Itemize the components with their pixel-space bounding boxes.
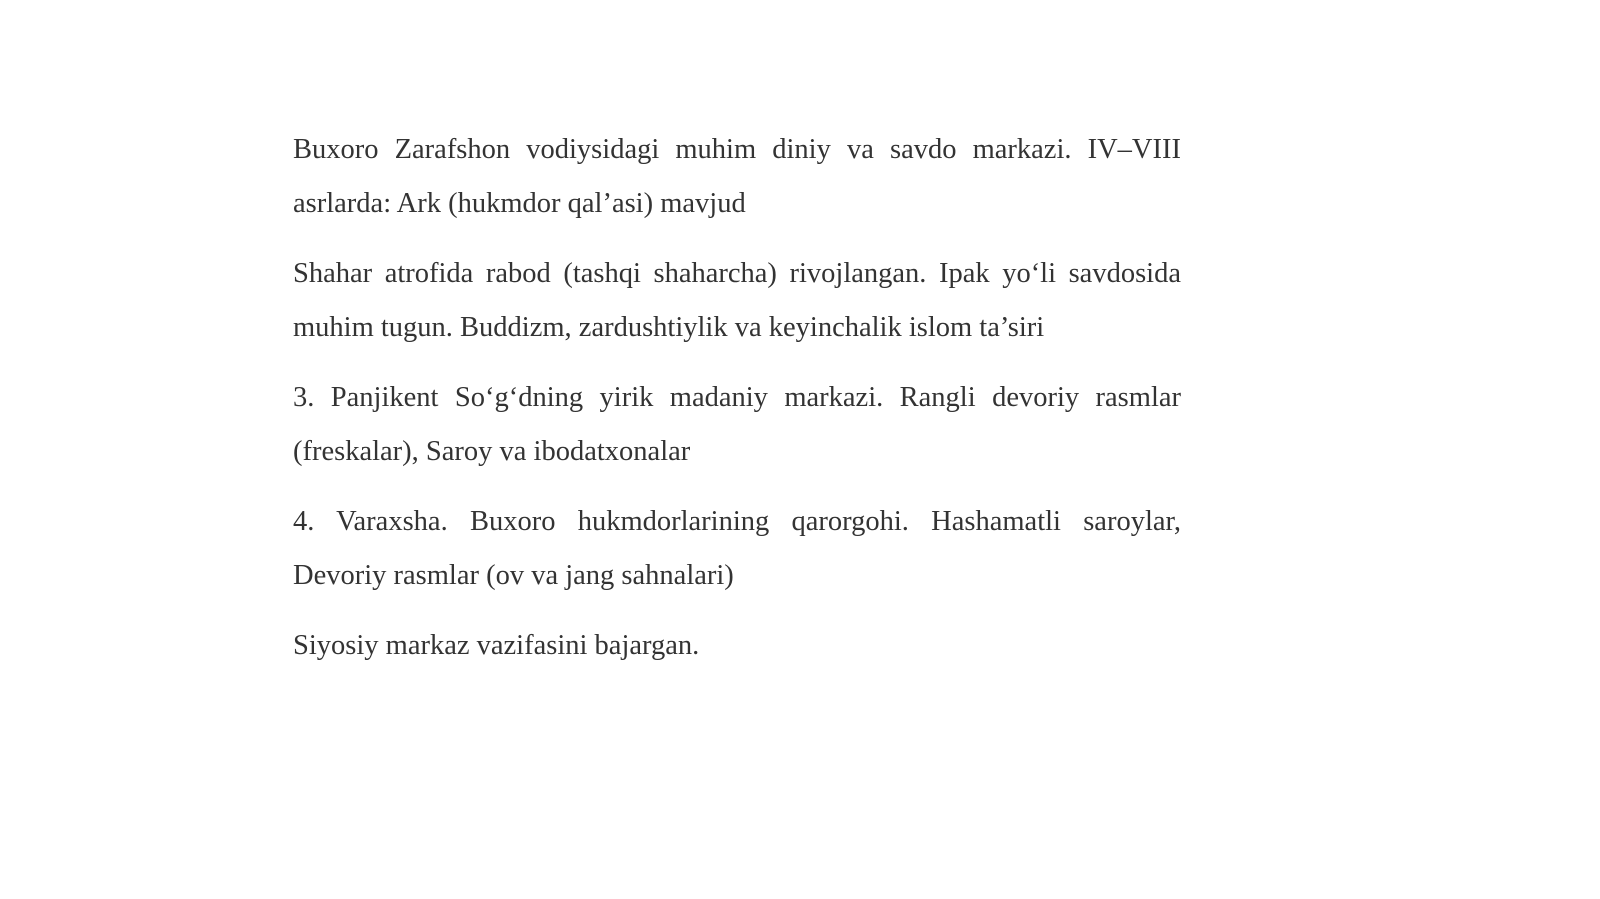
document-body [293,123,1181,689]
paragraph-siyosiy-markaz: Siyosiy markaz vazifasini bajargan. [293,630,700,661]
paragraph-buxoro: Buxoro Zarafshon vodiysidagi muhim diniy va savdo markazi. IV–VIII asrlarda: Ark (hukmdor qal’asi) mavjud [293,134,1181,219]
paragraph-varaxsha: 4. Varaxsha. Buxoro hukmdorlarining qarorgohi. Hashamatli saroylar, Devoriy rasmlar (ov va jang sahnalari) [293,506,1181,591]
paragraph-panjikent: 3. Panjikent So‘g‘dning yirik madaniy markazi. Rangli devoriy rasmlar (freskalar), Saroy va ibodatxonalar [293,382,1181,467]
paragraph-shahar-rabod: Shahar atrofida rabod (tashqi shaharcha) rivojlangan. Ipak yo‘li savdosida muhim tugun. Buddizm, zardushtiylik va keyinchalik islom ta’siri [293,258,1181,343]
